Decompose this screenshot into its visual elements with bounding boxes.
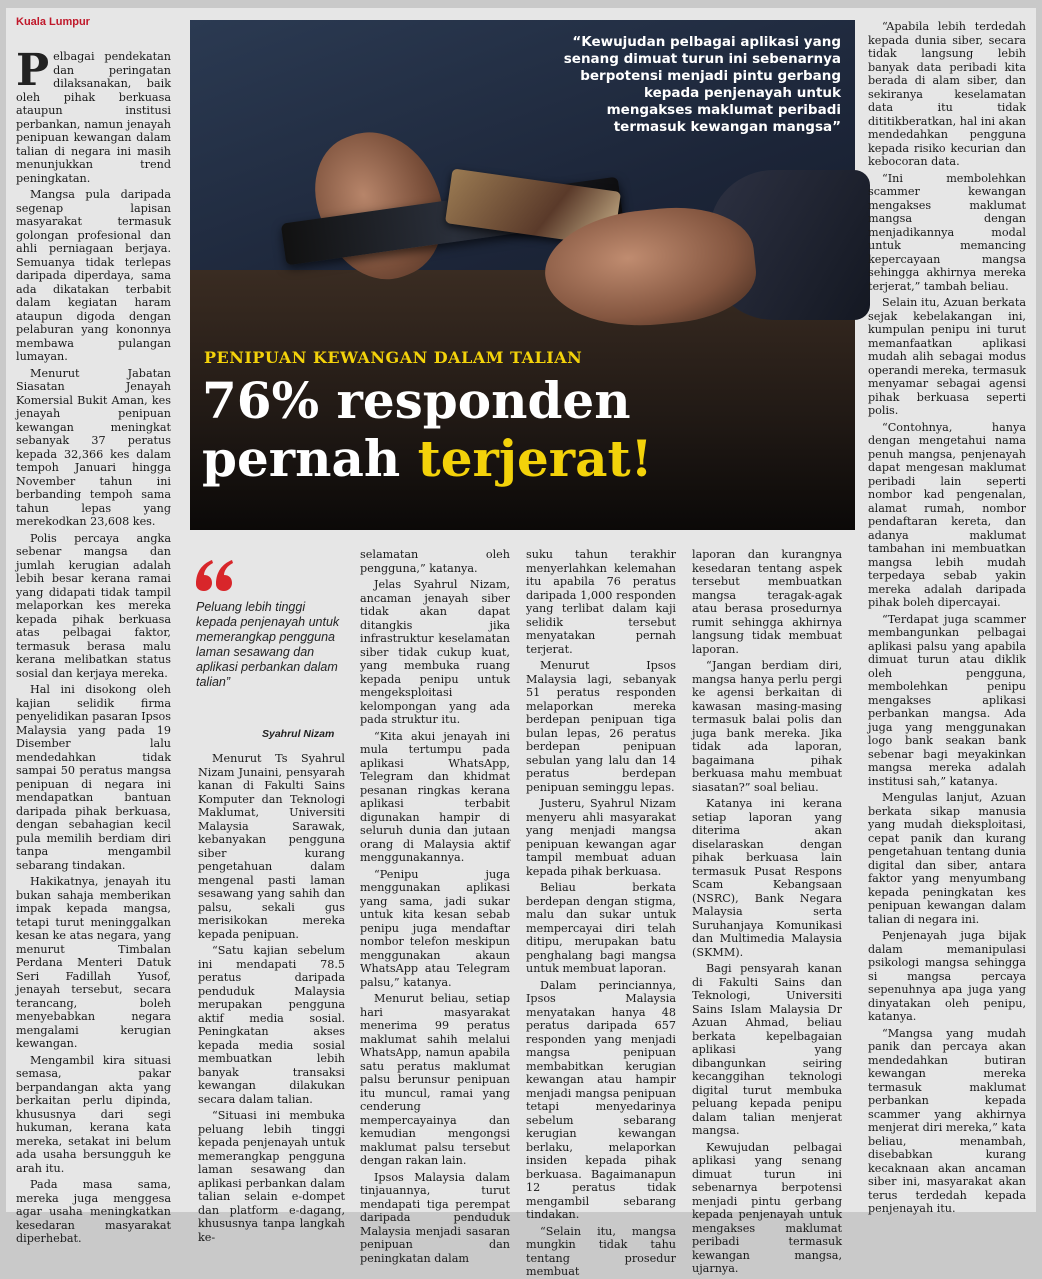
hero-photo [190, 20, 855, 530]
article-column-1 [16, 45, 171, 1245]
paragraph: Pada masa sama, mereka juga menggesa agar usaha meningkatkan kesedaran masyarakat diperhebat. [16, 1178, 171, 1245]
paragraph: “Contohnya, hanya dengan mengetahui nama penuh mangsa, penjenayah dapat mengesan maklumat peribadi lain seperti nombor kad pengenalan, alamat rumah, nombor pendaftaran kereta, dan adanya maklumat tambahan ini membuatkan mangsa lebih mudah terpedaya sebab yakin mereka adalah daripada pihak boleh dipercayai. [868, 420, 1026, 609]
dateline: Kuala Lumpur [16, 16, 90, 28]
pull-quote [192, 548, 347, 748]
paragraph: Jelas Syahrul Nizam, ancaman jenayah siber tidak akan dapat ditangkis jika infrastruktur keselamatan siber tidak cukup kuat, yang membuka ruang kepada penipu untuk mengeksploitasi kelompongan yang ada pada struktur itu. [360, 578, 510, 726]
paragraph: “Terdapat juga scammer membangunkan pelbagai aplikasi palsu yang apabila dimuat turun atau diklik oleh pengguna, membolehkan penipu mengakses aplikasi perbankan mangsa. Ada juga yang menggunakan logo bank seakan bank sebenar bagi meyakinkan mangsa mereka adalah institusi sah,” katanya. [868, 612, 1026, 788]
article-column-4 [526, 548, 676, 1278]
article-column-3 [360, 548, 510, 1265]
headline-kicker: PENIPUAN KEWANGAN DALAM TALIAN [204, 348, 583, 367]
paragraph: Mengulas lanjut, Azuan berkata sikap manusia yang mudah dieksploitasi, cepat panik dan kurang pengetahuan tentang dunia digital dan siber, antara faktor yang menyumbang kepada peningkatan kes penipuan kewangan dalam talian di negara ini. [868, 791, 1026, 926]
pull-quote-text: Peluang lebih tinggi kepada penjenayah untuk memerangkap pengguna laman sesawang dan aplikasi perbankan dalam talian” [196, 600, 340, 689]
paragraph: “Kita akui jenayah ini mula tertumpu pada aplikasi WhatsApp, Telegram dan khidmat pesanan ringkas kerana aplikasi terbabit digunakan hampir di seluruh dunia dan jutaan orang di Malaysia aktif menggunakannya. [360, 729, 510, 864]
paragraph: “Jangan berdiam diri, mangsa hanya perlu pergi ke agensi berkaitan di kawasan masing-masing termasuk balai polis dan juga bank mereka. Jika tidak ada laporan, bagaimana pihak berkuasa mahu membuat siasatan?” soal beliau. [692, 659, 842, 794]
paragraph: Dalam perinciannya, Ipsos Malaysia menyatakan hanya 48 peratus daripada 657 responden yang menjadi mangsa penipuan membabitkan kerugian kewangan atau hampir menjadi mangsa penipuan tetapi menyedarinya sebelum sebarang kerugian kewangan berlaku, melaporkan insiden kepada pihak berkuasa. Bagaimanapun 12 peratus tidak mengambil sebarang tindakan. [526, 978, 676, 1221]
paragraph: “Satu kajian sebelum ini mendapati 78.5 peratus daripada penduduk Malaysia merupakan pengguna aktif media sosial. Peningkatan akses kepada media sosial membuatkan lebih banyak transaksi kewangan dilakukan secara dalam talian. [198, 944, 345, 1106]
article-column-2 [198, 752, 345, 1244]
headline [202, 372, 653, 488]
headline-line-1: 76% responden [202, 371, 631, 430]
hero-quote: “Kewujudan pelbagai aplikasi yang senang dimuat turun ini sebenarnya berpotensi menjadi pintu gerbang kepada penjenayah untuk mengakses maklumat peribadi termasuk kewangan mangsa” [563, 34, 841, 135]
article-column-6 [868, 20, 1026, 1215]
paragraph: Beliau berkata berdepan dengan stigma, malu dan sukar untuk mempercayai diri telah ditipu, merupakan batu penghalang bagi mangsa untuk membuat laporan. [526, 881, 676, 975]
paragraph: Menurut Ipsos Malaysia lagi, sebanyak 51 peratus responden melaporkan mereka berdepan penipuan tiga bulan lepas, 26 peratus berdepan penipuan sebulan yang lalu dan 14 peratus berdepan penipuan seminggu lepas. [526, 659, 676, 794]
lead-paragraph: Pelbagai pendekatan dan peringatan dilaksanakan, baik oleh pihak berkuasa ataupun institusi perbankan, namun jenayah penipuan kewangan dalam talian di negara ini masih menunjukkan trend peningkatan. [16, 45, 171, 185]
paragraph: “Mangsa yang mudah panik dan percaya akan mendedahkan butiran kewangan mereka termasuk maklumat perbankan kepada scammer yang akhirnya menjerat diri mereka,” kata beliau, menambah, disebabkan kurang kecaknaan akan ancaman siber ini, masyarakat akan terus terdedah kepada penjenayah itu. [868, 1026, 1026, 1215]
paragraph: Justeru, Syahrul Nizam menyeru ahli masyarakat yang menjadi mangsa penipuan kewangan agar tampil membuat aduan kepada pihak berkuasa. [526, 797, 676, 878]
paragraph: selamatan oleh pengguna,” katanya. [360, 548, 510, 575]
headline-accent: terjerat! [417, 429, 653, 488]
paragraph: Katanya ini kerana setiap laporan yang diterima akan diselaraskan dengan pihak berkuasa lain termasuk Pusat Respons Scam Kebangsaan (NSRC), Bank Negara Malaysia serta Suruhanjaya Komunikasi dan Multimedia Malaysia (SKMM). [692, 797, 842, 959]
drop-cap: P [16, 45, 50, 96]
paragraph: Mangsa pula daripada segenap lapisan masyarakat termasuk golongan profesional dan ahli perniagaan berjaya. Semuanya tidak terlepas daripada diperdaya, sama ada dikatakan terbabit dalam kegiatan haram ataupun digoda dengan pelaburan yang kononnya membawa pulangan lumayan. [16, 188, 171, 363]
quote-marks-icon [192, 554, 238, 594]
paragraph: Ipsos Malaysia dalam tinjauannya, turut mendapati tiga perempat daripada penduduk Malaysia menjadi sasaran penipuan dan peningkatan dalam [360, 1170, 510, 1265]
paragraph: “Selain itu, mangsa mungkin tidak tahu tentang prosedur membuat [526, 1224, 676, 1278]
headline-line-2: pernah terjerat! [202, 429, 653, 488]
paragraph: “Ini membolehkan scammer kewangan mengakses maklumat mangsa dengan menjadikannya modal untuk memancing kepercayaan mangsa sehingga akhirnya mereka terjerat,” tambah beliau. [868, 171, 1026, 293]
paragraph: Bagi pensyarah kanan di Fakulti Sains dan Teknologi, Universiti Sains Islam Malaysia Dr Azuan Ahmad, beliau berkata kepelbagaian aplikasi yang dibangunkan seiring kecanggihan teknologi digital turut membuka peluang kepada penipu dalam talian menjerat mangsa. [692, 962, 842, 1137]
paragraph: Selain itu, Azuan berkata sejak kebelakangan ini, kumpulan penipu ini turut memanfaatkan aplikasi mudah alih sebagai modus operandi mereka, termasuk menyamar sebagai agensi pihak berkuasa seperti polis. [868, 296, 1026, 417]
paragraph: suku tahun terakhir menyerlahkan kelemahan itu apabila 76 peratus daripada 1,000 responden yang terlibat dalam kaji selidik tersebut menyatakan pernah terjerat. [526, 548, 676, 656]
paragraph: Menurut Jabatan Siasatan Jenayah Komersial Bukit Aman, kes jenayah penipuan kewangan meningkat sebanyak 37 peratus kepada 32,366 kes dalam tempoh Januari hingga November tahun ini berbanding tempoh sama tahun lepas yang merekodkan 23,608 kes. [16, 366, 171, 528]
article-column-5 [692, 548, 842, 1275]
paragraph: Polis percaya angka sebenar mangsa dan jumlah kerugian adalah lebih besar kerana ramai yang didapati tidak tampil melaporkan kes mereka kepada pihak berkuasa atas pelbagai faktor, termasuk berasa malu kerana melibatkan status sosial dan kerjaya mereka. [16, 531, 171, 680]
paragraph: Kewujudan pelbagai aplikasi yang senang dimuat turun ini sebenarnya berpotensi menjadi pintu gerbang kepada penjenayah untuk mengakses maklumat peribadi termasuk kewangan mangsa, ujarnya. [692, 1140, 842, 1275]
paragraph: Mengambil kira situasi semasa, pakar berpandangan akta yang berkaitan perlu dipinda, khususnya dari segi hukuman, kerana kata mereka, setakat ini belum ada usaha bersungguh ke arah itu. [16, 1053, 171, 1175]
paragraph: Penjenayah juga bijak dalam memanipulasi psikologi mangsa sehingga si mangsa percaya sepenuhnya apa juga yang dinyatakan oleh penipu, katanya. [868, 929, 1026, 1023]
paragraph: Menurut Ts Syahrul Nizam Junaini, pensyarah kanan di Fakulti Sains Komputer dan Teknologi Maklumat, Universiti Malaysia Sarawak, kebanyakan pengguna siber kurang pengetahuan dalam mengenal pasti laman sesawang yang sahih dan palsu, sekali gus merisikokan mereka kepada penipuan. [198, 752, 345, 941]
paragraph: laporan dan kurangnya kesedaran tentang aspek tersebut membuatkan mangsa teragak-agak atau berasa prosedurnya rumit sehingga akhirnya langsung tidak membuat laporan. [692, 548, 842, 656]
paragraph: “Penipu juga menggunakan aplikasi yang sama, jadi sukar untuk kita kesan sebab penipu juga mendaftar nombor telefon meskipun menggunakan akaun WhatsApp atau Telegram palsu,” katanya. [360, 867, 510, 989]
paragraph: “Situasi ini membuka peluang lebih tinggi kepada penjenayah untuk memerangkap pengguna laman sesawang dan aplikasi perbankan dalam talian selain e-dompet dan platform e-dagang, khususnya tanpa langkah ke- [198, 1109, 345, 1244]
pull-quote-attribution: Syahrul Nizam [262, 728, 335, 740]
paragraph: Hakikatnya, jenayah itu bukan sahaja memberikan impak kepada mangsa, tetapi turut meninggalkan kesan ke atas negara, yang menurut Timbalan Perdana Menteri Datuk Seri Fadillah Yusof, jenayah tersebut, secara terancang, boleh menyebabkan negara mengalami kerugian kewangan. [16, 875, 171, 1050]
paragraph: Hal ini disokong oleh kajian selidik firma penyelidikan pasaran Ipsos Malaysia yang pada 19 Disember lalu mendedahkan tidak sampai 50 peratus mangsa penipuan di negara ini mendapatkan bantuan daripada pihak berkuasa, dengan sebahagian kecil pula memilih berdiam diri tanpa mengambil sebarang tindakan. [16, 683, 171, 872]
paragraph: “Apabila lebih terdedah kepada dunia siber, secara tidak langsung lebih banyak data peribadi kita berada di alam siber, dan sekiranya keselamatan data itu tidak dititikberatkan, hal ini akan mendedahkan pengguna kepada risiko kecurian dan kebocoran data. [868, 20, 1026, 168]
paragraph: Menurut beliau, setiap hari masyarakat menerima 99 peratus maklumat sahih melalui WhatsApp, namun apabila satu peratus maklumat palsu berunsur penipuan itu muncul, ramai yang cenderung mempercayainya dan kemudian mengongsi maklumat palsu tersebut dengan rakan lain. [360, 992, 510, 1167]
